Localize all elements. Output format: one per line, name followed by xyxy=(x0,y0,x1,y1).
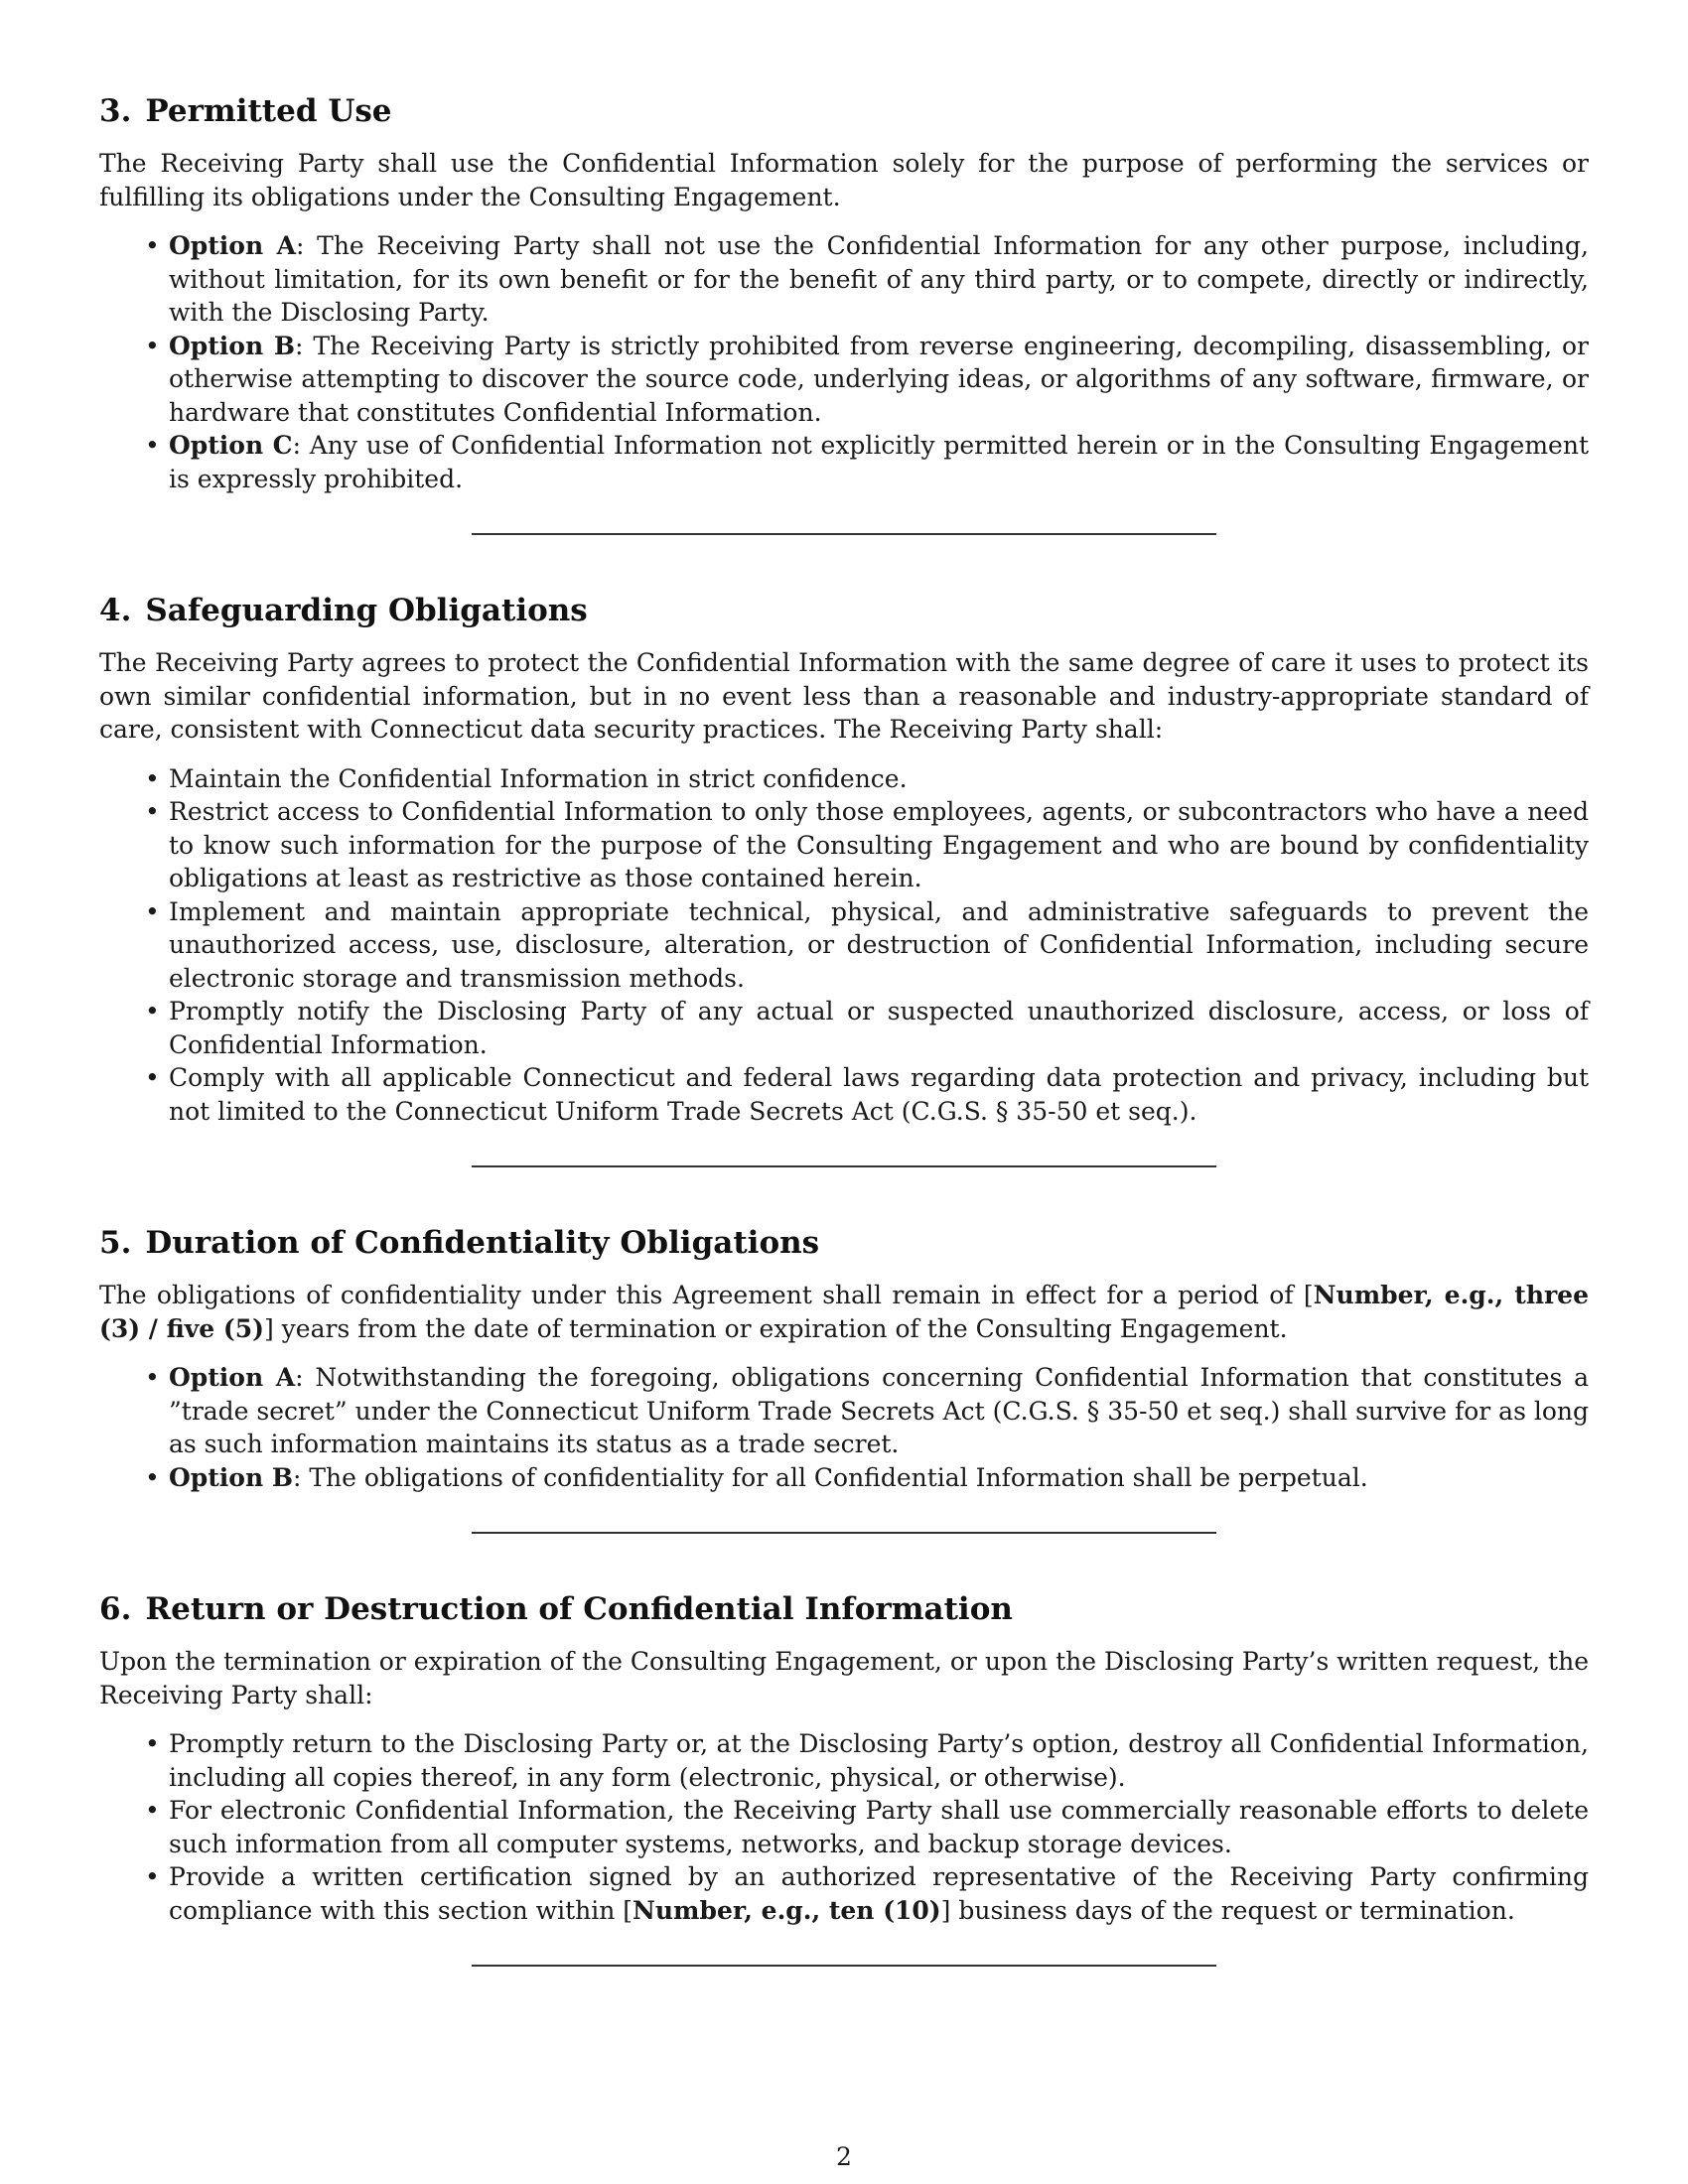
section-heading: 6. Return or Destruction of Confidential Information xyxy=(99,1591,1013,1627)
bullet-icon: • xyxy=(145,1729,160,1758)
section-heading: 4. Safeguarding Obligations xyxy=(99,593,588,628)
bullet-icon: • xyxy=(145,1796,160,1825)
section-heading: 5. Duration of Confidentiality Obligations xyxy=(99,1225,820,1261)
section-heading: 3. Permitted Use xyxy=(99,93,392,129)
section-return-or-destruction xyxy=(99,1589,1589,1927)
option-list xyxy=(99,229,1589,495)
bullet-icon: • xyxy=(145,997,160,1025)
bullet-icon: • xyxy=(145,1462,160,1492)
bullet-icon: • xyxy=(145,1862,160,1891)
section-divider xyxy=(472,1165,1216,1167)
document-page xyxy=(99,91,1589,2022)
bullet-icon: • xyxy=(145,231,160,260)
list-item: • Provide a written certification signed by an authorized representative of the Receiving Party confirming compliance with this section within [Number, e.g., ten (10)] business days of the request or termination. xyxy=(145,1862,1589,1925)
list-item: • Option B: The Receiving Party is strictly prohibited from reverse engineering, decompiling, disassembling, or otherwise attempting to discover the source code, underlying ideas, or algorithms of any software, firmware, or hardware that constitutes Confidential Information. xyxy=(145,331,1589,427)
section-intro: The obligations of confidentiality under this Agreement shall remain in effect for a period of [Number, e.g., three (3) / five (5)] years from the date of termination or expiration of the Consulting Engagement. xyxy=(99,1281,1589,1343)
list-item: • For electronic Confidential Information, the Receiving Party shall use commercially reasonable efforts to delete such information from all computer systems, networks, and backup storage devices. xyxy=(145,1796,1589,1858)
list-item: • Option A: Notwithstanding the foregoing, obligations concerning Confidential Information that constitutes a ”trade secret” under the Connecticut Uniform Trade Secrets Act (C.G.S. § 35-50 et seq.) shall survive for as long as such information maintains its status as a trade secret. xyxy=(145,1363,1589,1458)
bullet-icon: • xyxy=(145,763,160,793)
bullet-icon: • xyxy=(145,1363,160,1392)
bullet-icon: • xyxy=(145,431,160,460)
section-safeguarding-obligations xyxy=(99,591,1589,1128)
bullet-icon: • xyxy=(145,1063,160,1092)
option-list xyxy=(99,1361,1589,1494)
list-item: • Option C: Any use of Confidential Information not explicitly permitted herein or in the Consulting Engagement is expressly prohibited. xyxy=(145,431,1589,493)
obligation-list xyxy=(99,762,1589,1129)
bullet-icon: • xyxy=(145,896,160,926)
section-duration xyxy=(99,1223,1589,1494)
section-intro: Upon the termination or expiration of the Consulting Engagement, or upon the Disclosing Party’s written request, the Receiving Party shall: xyxy=(99,1647,1589,1709)
list-item: • Implement and maintain appropriate technical, physical, and administrative safeguards to prevent the unauthorized access, use, disclosure, alteration, or destruction of Confidential Information, including secure electronic storage and transmission methods. xyxy=(145,896,1589,993)
bullet-icon: • xyxy=(145,797,160,826)
list-item: • Promptly return to the Disclosing Party or, at the Disclosing Party’s option, destroy all Confidential Information, including all copies thereof, in any form (electronic, physical, or otherwise). xyxy=(145,1729,1589,1792)
section-divider xyxy=(472,1965,1216,1967)
list-item: • Option B: The obligations of confidentiality for all Confidential Information shall be perpetual. xyxy=(169,1461,1589,1495)
page-number: 2 xyxy=(836,2142,852,2171)
obligation-list xyxy=(99,1727,1589,1927)
section-intro: The Receiving Party shall use the Confidential Information solely for the purpose of performing the services or fulfilling its obligations under the Consulting Engagement. xyxy=(99,149,1589,211)
list-item: • Maintain the Confidential Information in strict confidence. xyxy=(169,762,1589,796)
section-divider xyxy=(472,1532,1216,1534)
list-item: • Promptly notify the Disclosing Party of any actual or suspected unauthorized disclosure, access, or loss of Confidential Information. xyxy=(145,997,1589,1059)
bullet-icon: • xyxy=(145,331,160,360)
section-permitted-use xyxy=(99,91,1589,495)
section-divider xyxy=(472,533,1216,535)
section-intro: The Receiving Party agrees to protect the Confidential Information with the same degree of care it uses to protect its own similar confidential information, but in no event less than a reasonable and industry-appropriate standard of care, consistent with Connecticut data security practices. The Receiving Party shall: xyxy=(99,648,1589,744)
list-item: • Comply with all applicable Connecticut and federal laws regarding data protection and privacy, including but not limited to the Connecticut Uniform Trade Secrets Act (C.G.S. § 35-50 et seq.). xyxy=(145,1063,1589,1126)
list-item: • Restrict access to Confidential Information to only those employees, agents, or subcontractors who have a need to know such information for the purpose of the Consulting Engagement and who are bound by confidentiality obligations at least as restrictive as those contained herein. xyxy=(145,797,1589,892)
list-item: • Option A: The Receiving Party shall not use the Confidential Information for any other purpose, including, without limitation, for its own benefit or for the benefit of any third party, or to compete, directly or indirectly, with the Disclosing Party. xyxy=(145,231,1589,327)
